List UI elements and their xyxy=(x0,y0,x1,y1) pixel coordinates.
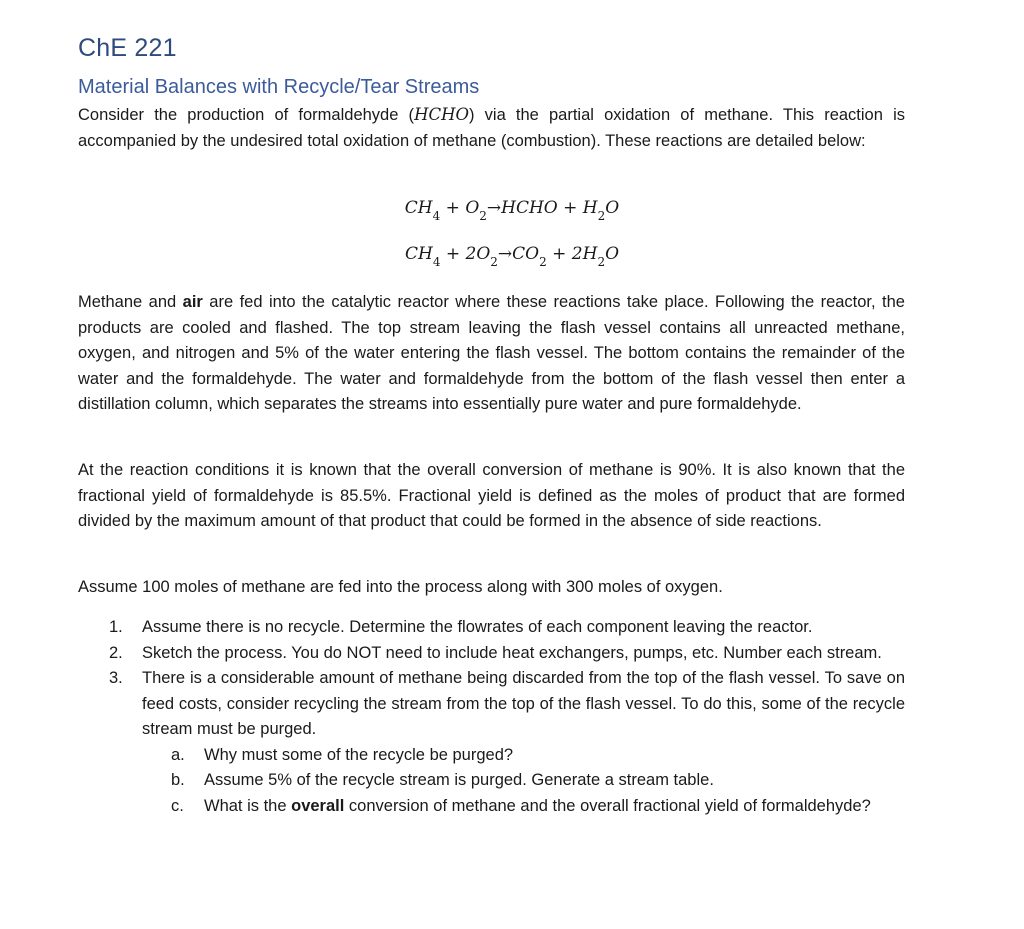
section-heading: Material Balances with Recycle/Tear Streams xyxy=(78,76,480,98)
question-list xyxy=(78,615,905,819)
list-item: 1. Assume there is no recycle. Determine the flowrates of each component leaving the reactor. xyxy=(109,618,813,636)
page-title: ChE 221 xyxy=(78,34,177,62)
list-item: 3. There is a considerable amount of methane being discarded from the top of the flash vessel. To save on feed costs, consider recycling the stream from the top of the flash vessel. To do this, some of the recycle stream must be purged. xyxy=(109,669,905,738)
equation-combustion: $CH_4 + 2O_2\to CO_2 + 2H_2O$ xyxy=(404,244,620,270)
formaldehyde-formula: HCHO xyxy=(414,105,469,124)
list-item: b. Assume 5% of the recycle stream is purged. Generate a stream table. xyxy=(171,771,714,789)
equation-partial-oxidation: $CH_4$ + $O_2\to HCHO + H_2O$ xyxy=(404,198,620,224)
intro-paragraph: Consider the production of formaldehyde (HCHO) via the partial oxidation of methane. This reaction is accompanied by the undesired total oxidation of methane (combustion). These reactions are detailed below: xyxy=(78,105,905,150)
list-item: a. Why must some of the recycle be purged? xyxy=(171,745,514,764)
list-item: 2. Sketch the process. You do NOT need to include heat exchangers, pumps, etc. Number each stream. xyxy=(109,643,882,662)
process-description-paragraph: Methane and air are fed into the catalytic reactor where these reactions take place. Following the reactor, the products are cooled and flashed. The top stream leaving the flash vessel contains all unreacted methane, oxygen, and nitrogen and 5% of the water entering the flash vessel. The bottom contains the remainder of the water and the formaldehyde. The water and formaldehyde from the bottom of the flash vessel then enter a distillation column, which separates the streams into essentially pure water and pure formaldehyde. xyxy=(78,293,905,413)
conditions-paragraph: At the reaction conditions it is known that the overall conversion of methane is 90%. It is also known that the fractional yield of formaldehyde is 85.5%. Fractional yield is defined as the moles of product that are formed divided by the maximum amount of that product that could be formed in the absence of side reactions. xyxy=(78,461,905,530)
assumption-paragraph: Assume 100 moles of methane are fed into the process along with 300 moles of oxygen. xyxy=(78,578,723,596)
list-item: c. What is the overall conversion of methane and the overall fractional yield of formaldehyde? xyxy=(171,796,871,815)
